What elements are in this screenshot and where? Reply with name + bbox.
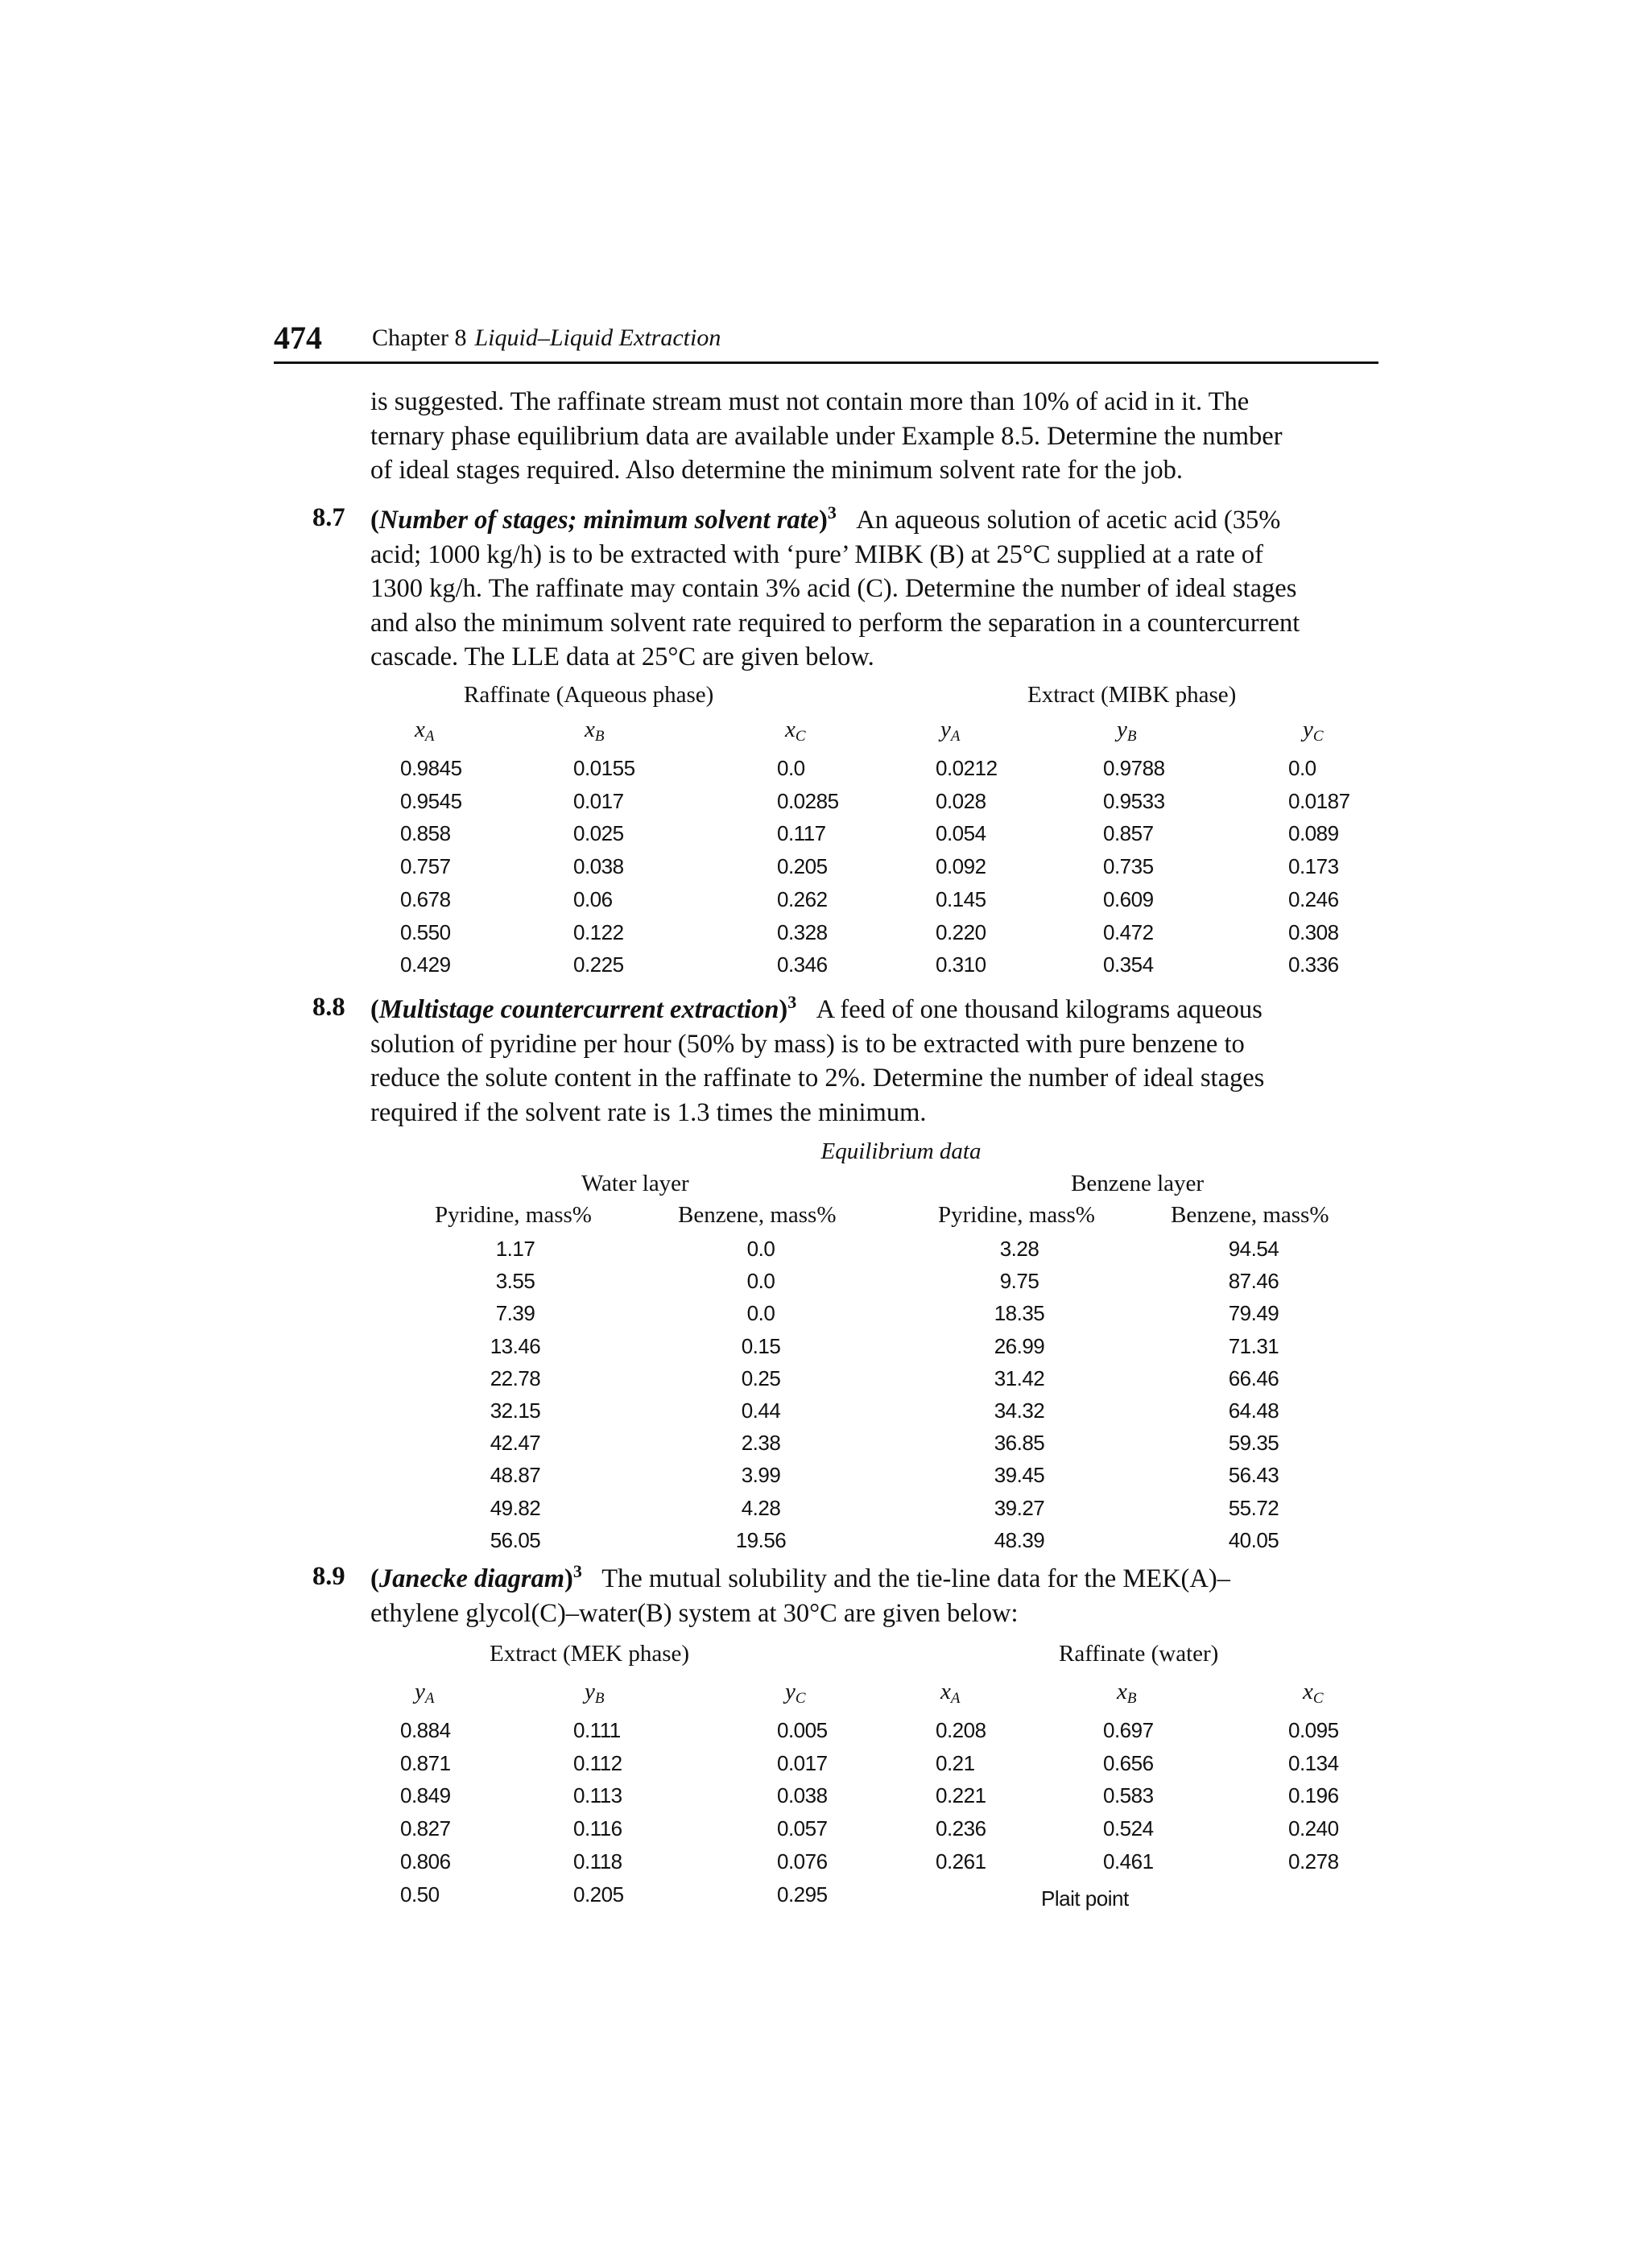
table-cell: 1.17 [495,1237,535,1261]
table-cell: 13.46 [490,1333,541,1358]
column-header: Pyridine, mass% [938,1202,1095,1228]
table-cell: 18.35 [994,1301,1045,1326]
table-cell: 0.092 [936,854,986,879]
table-cell: 0.240 [1288,1816,1339,1841]
problem-title: Multistage countercurrent extraction [378,995,779,1024]
column-header: $y_B$ [1117,717,1137,745]
table-cell: 0.116 [573,1816,622,1841]
table-cell: 0.25 [741,1365,781,1390]
footnote-ref: 3 [787,993,797,1012]
table-cell: 0.656 [1103,1750,1154,1775]
table-cell: 0.857 [1103,821,1154,846]
problem-title-line: (Janecke diagram)$^3$ The mutual solubility and the tie-line data for the MEK(A)– [370,1562,1230,1593]
table-cell: 0.017 [777,1750,828,1775]
table-cell: 0.50 [400,1882,440,1907]
table-cell: 0.871 [400,1750,451,1775]
table-cell: 0.310 [936,952,986,977]
table-cell: 3.55 [495,1269,535,1294]
table-cell: 56.05 [490,1527,541,1552]
text-line: required if the solvent rate is 1.3 times the minimum. [370,1097,927,1127]
table-cell: 22.78 [490,1365,541,1390]
table-cell: 0.15 [741,1333,781,1358]
table-cell: 0.262 [777,886,828,911]
table-cell: 0.038 [777,1783,828,1808]
column-header: $y_A$ [940,717,961,745]
table-group-header: Water layer [581,1171,689,1196]
table-cell: 56.43 [1228,1463,1279,1488]
table-cell: 3.99 [741,1463,781,1488]
table-cell: 0.757 [400,854,451,879]
table-group-header: Raffinate (Aqueous phase) [464,682,714,708]
table-cell: 0.0 [1288,756,1316,780]
table-cell: 0.295 [777,1882,828,1907]
problem-number: 8.7 [312,503,345,532]
table-group-header: Benzene layer [1071,1171,1205,1196]
table-cell: 71.31 [1228,1333,1279,1358]
table-cell: 48.87 [490,1463,541,1488]
problem-number: 8.8 [312,993,345,1022]
table-cell: 0.9788 [1103,756,1165,780]
text-span: An aqueous solution of acetic acid (35% [856,506,1281,535]
table-cell: 0.0155 [573,756,635,780]
column-header: Benzene, mass% [678,1202,837,1228]
problem-title: Number of stages; minimum solvent rate [378,506,820,535]
table-cell: 0.06 [573,886,613,911]
running-head [274,316,1378,364]
table-cell: 0.550 [400,919,451,944]
table-cell: 39.45 [994,1463,1045,1488]
table-cell: 0.806 [400,1849,451,1873]
table-cell: 31.42 [994,1365,1045,1390]
text-line: and also the minimum solvent rate required to perform the separation in a countercurrent [370,608,1300,638]
table-cell: 0.221 [936,1783,986,1808]
text-span: The mutual solubility and the tie-line data for the MEK(A)– [601,1564,1230,1593]
problem-title: Janecke diagram [378,1564,565,1593]
problem-8-9-text [370,1562,1378,1630]
table-group-header: Raffinate (water) [1059,1641,1219,1667]
column-header: $x_C$ [1303,1679,1324,1707]
table-cell: 0.278 [1288,1849,1339,1873]
table-cell: 42.47 [490,1431,541,1456]
table-cell: 0.609 [1103,886,1154,911]
text-line: reduce the solute content in the raffinate to 2%. Determine the number of ideal stages [370,1064,1265,1093]
text-line: solution of pyridine per hour (50% by mass) is to be extracted with pure benzene to [370,1029,1245,1059]
text-line: ethylene glycol(C)–water(B) system at 30°C are given below: [370,1598,1019,1628]
table-cell: 0.44 [741,1398,781,1423]
table-cell: 0.220 [936,919,986,944]
table-cell: 0.246 [1288,886,1339,911]
plait-point-label: Plait point [1041,1886,1129,1911]
table-cell: 0.225 [573,952,624,977]
footnote-ref: 3 [572,1562,582,1581]
table-cell: 0.429 [400,952,451,977]
table-cell: 64.48 [1228,1398,1279,1423]
text-line: of ideal stages required. Also determine the minimum solvent rate for the job. [370,456,1184,485]
column-header: $x_C$ [785,717,806,745]
table-cell: 48.39 [994,1527,1045,1552]
table-cell: 0.111 [573,1718,621,1742]
column-header: $y_C$ [785,1679,806,1707]
table-cell: 0.0 [746,1237,775,1261]
table-cell: 26.99 [994,1333,1045,1358]
table-cell: 32.15 [490,1398,541,1423]
table-cell: 0.735 [1103,854,1154,879]
table-cell: 0.328 [777,919,828,944]
table-cell: 0.21 [936,1750,975,1775]
problem-number: 8.9 [312,1562,345,1591]
table-cell: 94.54 [1228,1237,1279,1261]
table-caption: Equilibrium data [820,1138,982,1164]
table-cell: 0.005 [777,1718,828,1742]
table-cell: 0.0285 [777,788,839,813]
table-group-header: Extract (MIBK phase) [1027,682,1237,708]
table-cell: 0.0187 [1288,788,1350,813]
table-cell: 36.85 [994,1431,1045,1456]
text-line: ternary phase equilibrium data are available under Example 8.5. Determine the number [370,421,1283,451]
table-cell: 0.583 [1103,1783,1154,1808]
table-cell: 0.089 [1288,821,1339,846]
problem-8-7-text [370,503,1378,675]
text-line: is suggested. The raffinate stream must not contain more than 10% of acid in it. The [370,387,1250,416]
table-cell: 0.057 [777,1816,828,1841]
table-cell: 0.028 [936,788,986,813]
table-cell: 0.173 [1288,854,1339,879]
table-cell: 0.208 [936,1718,986,1742]
problem-title-line: (Number of stages; minimum solvent rate)$^3$ An aqueous solution of acetic acid (35% [370,503,1281,535]
table-cell: 87.46 [1228,1269,1279,1294]
table-cell: 0.145 [936,886,986,911]
footnote-ref: 3 [827,503,837,523]
table-cell: 0.0 [746,1301,775,1326]
table-cell: 0.112 [573,1750,622,1775]
chapter-title: Liquid–Liquid Extraction [474,324,721,351]
column-header: Pyridine, mass% [435,1202,592,1228]
chapter-label: Chapter 8 [372,324,467,351]
table-cell: 0.196 [1288,1783,1339,1808]
table-cell: 0.472 [1103,919,1154,944]
table-cell: 66.46 [1228,1365,1279,1390]
table-cell: 0.025 [573,821,624,846]
problem-title-line: (Multistage countercurrent extraction)$^3$ A feed of one thousand kilograms aqueous [370,993,1263,1024]
column-header: Benzene, mass% [1171,1202,1329,1228]
table-cell: 0.697 [1103,1718,1154,1742]
column-header: $x_A$ [415,717,435,745]
table-cell: 4.28 [741,1495,781,1520]
table-cell: 0.117 [777,821,826,846]
table-cell: 0.678 [400,886,451,911]
table-cell: 0.076 [777,1849,828,1873]
text-line: acid; 1000 kg/h) is to be extracted with ‘pure’ MIBK (B) at 25°C supplied at a rate of [370,539,1263,569]
text-span: A feed of one thousand kilograms aqueous [816,995,1263,1024]
table-cell: 0.205 [573,1882,624,1907]
intro-paragraph [370,385,1378,488]
table-cell: 0.9545 [400,788,462,813]
table-cell: 0.236 [936,1816,986,1841]
table-cell: 40.05 [1228,1527,1279,1552]
table-cell: 0.884 [400,1718,451,1742]
table-cell: 34.32 [994,1398,1045,1423]
table-cell: 7.39 [495,1301,535,1326]
table-cell: 0.849 [400,1783,451,1808]
table-cell: 2.38 [741,1431,781,1456]
table-cell: 0.0 [746,1269,775,1294]
table-cell: 55.72 [1228,1495,1279,1520]
table-cell: 0.205 [777,854,828,879]
table-cell: 0.9533 [1103,788,1165,813]
table-cell: 0.524 [1103,1816,1154,1841]
table-cell: 0.134 [1288,1750,1339,1775]
table-cell: 0.118 [573,1849,622,1873]
table-cell: 0.122 [573,919,624,944]
table-cell: 0.0 [777,756,805,780]
table-cell: 19.56 [735,1527,787,1552]
table-group-header: Extract (MEK phase) [490,1641,690,1667]
table-cell: 0.827 [400,1816,451,1841]
table-cell: 0.346 [777,952,828,977]
table-cell: 0.054 [936,821,986,846]
text-line: 1300 kg/h. The raffinate may contain 3% acid (C). Determine the number of ideal stages [370,574,1297,603]
table-cell: 0.113 [573,1783,622,1808]
column-header: $y_B$ [585,1679,605,1707]
column-header: $x_B$ [1117,1679,1137,1707]
chapter-heading [372,324,721,352]
text-line: cascade. The LLE data at 25°C are given below. [370,642,874,671]
table-cell: 0.017 [573,788,624,813]
table-cell: 0.354 [1103,952,1154,977]
page-number: 474 [274,320,322,356]
table-cell: 49.82 [490,1495,541,1520]
table-cell: 0.308 [1288,919,1339,944]
table-cell: 0.038 [573,854,624,879]
table-cell: 0.095 [1288,1718,1339,1742]
table-cell: 0.0212 [936,756,998,780]
table-cell: 0.9845 [400,756,462,780]
column-header: $x_A$ [940,1679,961,1707]
table-cell: 79.49 [1228,1301,1279,1326]
table-cell: 59.35 [1228,1431,1279,1456]
table-cell: 3.28 [999,1237,1039,1261]
problem-8-8-text [370,993,1378,1130]
column-header: $y_C$ [1303,717,1324,745]
table-cell: 9.75 [999,1269,1039,1294]
table-cell: 39.27 [994,1495,1045,1520]
column-header: $x_B$ [585,717,605,745]
table-cell: 0.261 [936,1849,986,1873]
table-cell: 0.461 [1103,1849,1154,1873]
table-cell: 0.336 [1288,952,1339,977]
column-header: $y_A$ [415,1679,435,1707]
table-cell: 0.858 [400,821,451,846]
